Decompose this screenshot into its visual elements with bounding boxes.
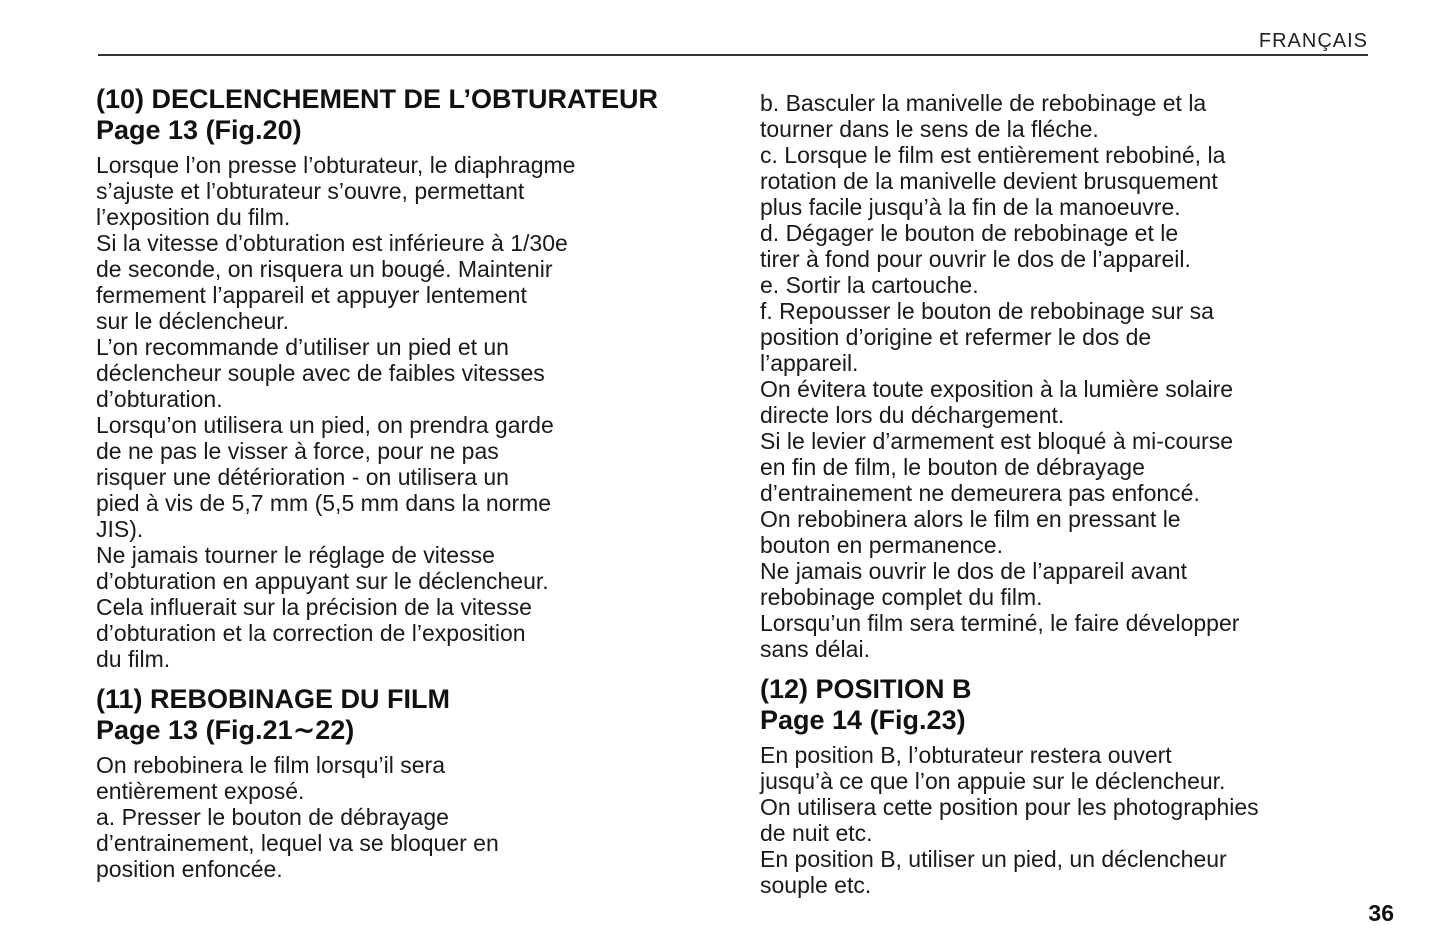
language-label: FRANÇAIS (1258, 30, 1368, 52)
section-12 (760, 674, 1410, 898)
section-12-page-ref: Page 14 (Fig.23) (760, 705, 966, 735)
section-10-paragraph: Si la vitesse d’obturation est inférieure à 1/30e de seconde, on risquera un bougé. Maintenir fermement l’appareil et appuyer lentement sur le déclencheur. (96, 230, 568, 334)
section-11-step: d. Dégager le bouton de rebobinage et le tirer à fond pour ouvrir le dos de l’appareil. (760, 220, 1191, 272)
section-11-step: b. Basculer la manivelle de rebobinage et la tourner dans le sens de la fléche. (760, 90, 1207, 142)
section-11-paragraph: On rebobinera le film lorsqu’il sera entièrement exposé. (96, 752, 445, 804)
section-11-step: e. Sortir la cartouche. (760, 272, 979, 298)
section-11-note: Si le levier d’armement est bloqué à mi-course en fin de film, le bouton de débrayage d’entrainement ne demeurera pas enfoncé. On rebobinera alors le film en pressant le bouton en permanence. (760, 428, 1233, 558)
page-number: 36 (1368, 900, 1394, 926)
section-11-page-ref: Page 13 (Fig.21∼22) (96, 715, 355, 745)
section-11-note: On évitera toute exposition à la lumière solaire directe lors du déchargement. (760, 376, 1234, 428)
section-11-title: (11) REBOBINAGE DU FILM (96, 684, 451, 714)
section-10-paragraph: L’on recommande d’utiliser un pied et un déclencheur souple avec de faibles vitesses d’obturation. (96, 334, 545, 412)
section-11-step: f. Repousser le bouton de rebobinage sur sa position d’origine et refermer le dos de l’appareil. (760, 298, 1214, 376)
section-11-continued (760, 90, 1410, 662)
section-10-paragraph: Lorsqu’on utilisera un pied, on prendra garde de ne pas le visser à force, pour ne pas risquer une détérioration - on utilisera un pied à vis de 5,7 mm (5,5 mm dans la norme JIS). (96, 412, 554, 542)
header-divider (98, 54, 1368, 56)
section-10-page-ref: Page 13 (Fig.20) (96, 115, 302, 145)
section-12-paragraph: En position B, utiliser un pied, un déclencheur souple etc. (760, 846, 1227, 898)
section-11-step: a. Presser le bouton de débrayage d’entrainement, lequel va se bloquer en position enfoncée. (96, 804, 499, 882)
right-column (760, 90, 1410, 898)
section-10-title: (10) DECLENCHEMENT DE L’OBTURATEUR (96, 84, 659, 114)
section-12-paragraph: En position B, l’obturateur restera ouvert jusqu’à ce que l’on appuie sur le déclencheur. On utilisera cette position pour les photographies de nuit etc. (760, 742, 1259, 846)
section-10-paragraph: Ne jamais tourner le réglage de vitesse d’obturation en appuyant sur le déclencheur. Cela influerait sur la précision de la vitesse d’obturation et la correction de l’exposition du film. (96, 542, 549, 672)
section-10-paragraph: Lorsque l’on presse l’obturateur, le diaphragme s’ajuste et l’obturateur s’ouvre, permettant l’exposition du film. (96, 152, 576, 230)
section-10 (96, 84, 736, 672)
section-12-title: (12) POSITION B (760, 674, 972, 704)
section-11-note: Ne jamais ouvrir le dos de l’appareil avant rebobinage complet du film. (760, 558, 1187, 610)
section-11 (96, 684, 736, 882)
section-11-note: Lorsqu’un film sera terminé, le faire développer sans délai. (760, 610, 1240, 662)
left-column (96, 84, 736, 882)
section-11-step: c. Lorsque le film est entièrement rebobiné, la rotation de la manivelle devient brusquement plus facile jusqu’à la fin de la manoeuvre. (760, 142, 1226, 220)
